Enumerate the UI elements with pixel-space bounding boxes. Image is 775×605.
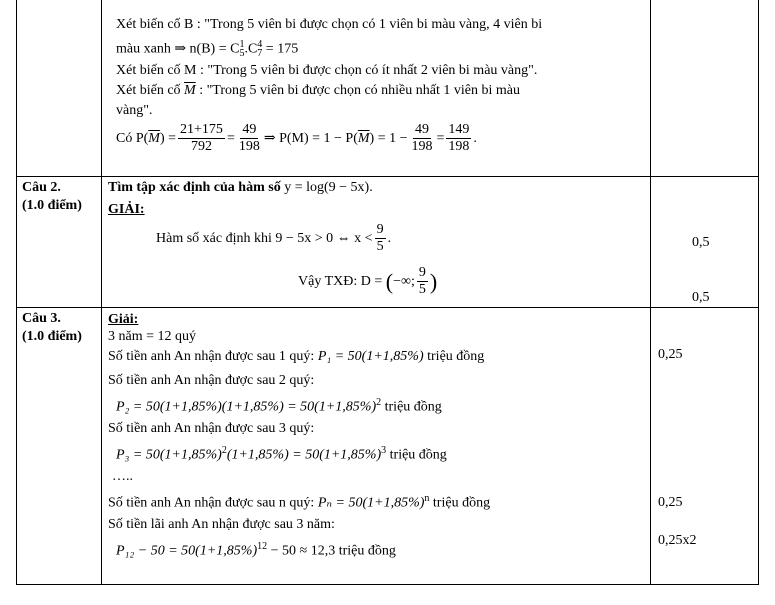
question-2-points: (1.0 điểm)	[22, 198, 82, 213]
bottom-border	[16, 584, 759, 585]
fraction-4: $\frac{149}{198}$	[448, 122, 470, 155]
question-3-score-1: 0,25	[658, 347, 683, 362]
question-3-label: Câu 3.	[22, 311, 61, 326]
question-2-label: Câu 2.	[22, 180, 61, 195]
question-2-domain-result: Vậy TXĐ: D = ( −∞; $\frac{9}{5}$ )	[298, 265, 438, 298]
question-3-score-2: 0,25	[658, 495, 683, 510]
right-border	[758, 0, 759, 585]
question-2-domain-condition: Hàm số xác định khi 9 − 5x > 0 ⇔ x < $\frac{9}{5}$ .	[156, 222, 392, 255]
left-border	[16, 0, 17, 585]
question-2-score-2: 0,5	[692, 290, 710, 305]
question-3-line-4: $P_2 = 50(1+1,85\%)(1+1,85\%) = 50(1+1,85\%)^2$ triệu đồng	[116, 397, 442, 415]
question-3-score-3: 0,25x2	[658, 533, 697, 548]
question-2-title: Tìm tập xác định của hàm số y = log(9 − 5x).	[108, 180, 373, 195]
fraction-2: $\frac{49}{198}$	[238, 122, 260, 155]
fraction-3: $\frac{49}{198}$	[411, 122, 433, 155]
row1-line5: vàng".	[116, 103, 153, 118]
question-3-points: (1.0 điểm)	[22, 329, 82, 344]
question-2-score-1: 0,5	[692, 235, 710, 250]
question-3-line-2: Số tiền anh An nhận được sau 1 quý: P₁ = 50(1+1,85%) triệu đồng	[108, 349, 485, 364]
row1-probability-line: Có P( $\overline{M}$ ) = $\frac{21+175}{792}$ = $\frac{49}{198}$ ⇒ P(M) = 1 − P( $\overline{M}$ ) = 1 − $\frac{49}{198}$ = $\frac{149}{198}$ .	[116, 122, 477, 155]
question-3-line-7: Số tiền anh An nhận được sau n quý: $P_n = 50(1+1,85\%)^n$ triệu đồng	[108, 493, 491, 511]
row-divider-2	[16, 307, 759, 308]
question-3-line-6: $P_3 = 50(1+1,85\%)^2(1+1,85\%) = 50(1+1,85\%)^3$ triệu đồng	[116, 445, 447, 463]
row1-line4: Xét biến cố $\overline{M}$ : "Trong 5 viên bi được chọn có nhiều nhất 1 viên bi màu	[116, 83, 520, 98]
question-3-line-1: 3 năm = 12 quý	[108, 329, 196, 344]
question-3-line-3: Số tiền anh An nhận được sau 2 quý:	[108, 373, 315, 388]
col-divider-2	[650, 0, 651, 585]
question-3-dots: …..	[112, 469, 133, 484]
question-2-giai: GIẢI:	[108, 202, 145, 217]
row1-line2: màu xanh ⇒ $n(B) = C^1_5.C^4_7 = 175$	[116, 39, 299, 60]
question-3-line-5: Số tiền anh An nhận được sau 3 quý:	[108, 421, 315, 436]
question-3-giai: Giải:	[108, 312, 139, 327]
row1-line1: Xét biến cố B : "Trong 5 viên bi được chọn có 1 viên bi màu vàng, 4 viên bi	[116, 17, 543, 32]
col-divider-1	[101, 0, 102, 585]
question-3-line-8: Số tiền lãi anh An nhận được sau 3 năm:	[108, 517, 335, 532]
question-3-line-9: $P_{12} - 50 = 50(1+1,85\%)^{12} - 50 \approx 12,3$ triệu đồng	[116, 541, 396, 559]
row-divider-1	[16, 176, 759, 177]
row1-line3: Xét biến cố M : "Trong 5 viên bi được chọn có ít nhất 2 viên bi màu vàng".	[116, 63, 538, 78]
fraction-1: $\frac{21+175}{792}$	[180, 122, 223, 155]
